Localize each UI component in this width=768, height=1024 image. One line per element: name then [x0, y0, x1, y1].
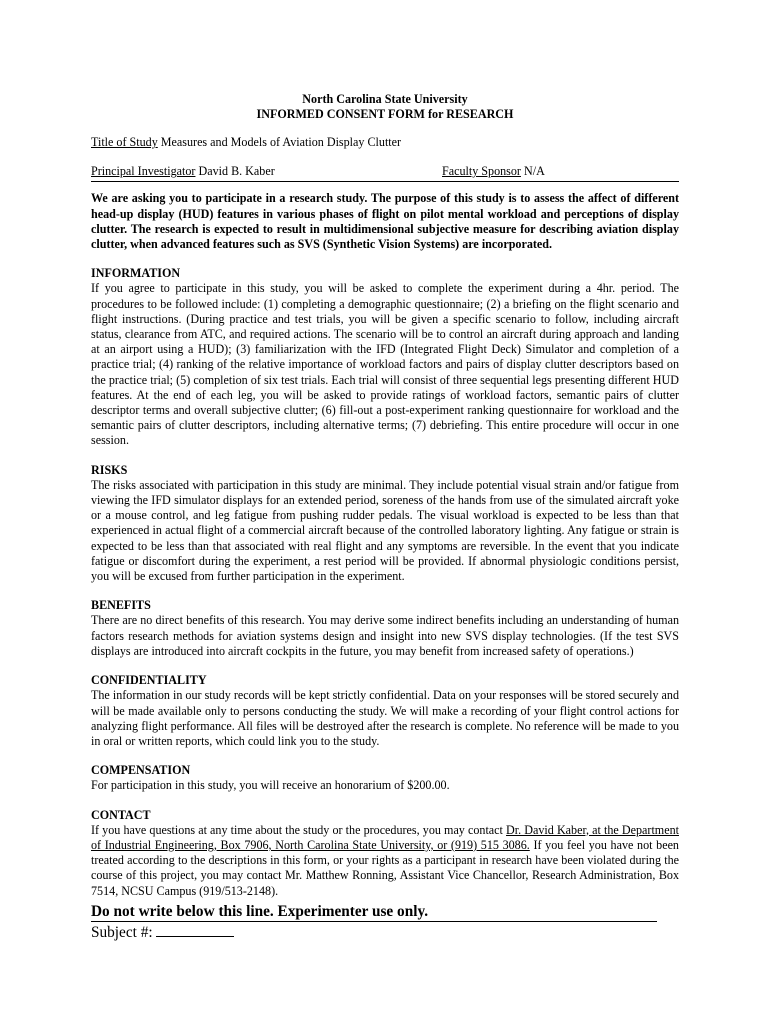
intro-paragraph: We are asking you to participate in a research study. The purpose of this study is to assess the affect of different head-up display (HUD) features in various phases of flight on pilot mental workload and perceptions of display clutter. The research is expected to result in multidimensional subjective measure for describing aviation display clutter, when advanced features such as SVS (Synthetic Vision Systems) are incorporated.	[91, 191, 679, 252]
subject-number-blank	[156, 922, 234, 937]
compensation-heading: COMPENSATION	[91, 763, 191, 778]
confidentiality-heading: CONFIDENTIALITY	[91, 673, 207, 688]
contact-heading: CONTACT	[91, 807, 151, 822]
sponsor-value: N/A	[523, 164, 545, 179]
information-text: If you agree to participate in this study, you will be asked to complete the experiment during a 4hr. period. The procedures to be followed include: (1) completing a demographic questionnaire; (2) a briefing on the flight scenario and flight instructions. (During practice and test trials, you will be given a specific scenario to follow, including aircraft status, clearance from ATC, and required actions. The scenario will be to control an aircraft during approach and landing at an airport using a HUD); (3) familiarization with the IFD (Integrated Flight Deck) Simulator and completion of a practice trial; (4) ranking of the relative importance of workload factors and pairs of display clutter descriptors based on the practice trial; (5) completion of six test trials. Each trial will consist of three sequential legs presenting different HUD features. At the end of each leg, you will be asked to provide ratings of workload factors, semantic pairs of clutter descriptor terms and overall subjective clutter; (6) fill-out a post-experiment ranking questionnaire for workload and the semantic pairs of clutter descriptors, including alternative terms; (7) debriefing. This entire procedure will occur in one session.	[91, 281, 679, 448]
form-title: INFORMED CONSENT FORM for RESEARCH	[256, 106, 514, 121]
study-title-line	[91, 135, 679, 150]
study-title-value: Measures and Models of Aviation Display Clutter	[160, 135, 402, 149]
risks-text: The risks associated with participation in this study are minimal. They include potential visual strain and/or fatigue from viewing the IFD simulator displays for an extended period, soreness of the hands from use of the simulated aircraft yoke or a mouse control, and leg fatigue from pushing rudder pedals. The visual workload is expected to be less than that experienced in actual flight of a commercial aircraft because of the controlled laboratory lighting. Any fatigue or strain is expected to be less than that associated with real flight and any symptoms are reversible. In the event that you indicate fatigue or discomfort during the experiment, a rest period will be provided. If abnormal physiologic conditions persist, you will be excused from further participation in the experiment.	[91, 477, 679, 584]
university-name: North Carolina State University	[302, 92, 468, 106]
compensation-text: For participation in this study, you will receive an honorarium of $200.00.	[91, 778, 450, 793]
investigator-row	[91, 164, 679, 182]
benefits-text: There are no direct benefits of this research. You may derive some indirect benefits including an understanding of human factors research methods for aviation systems design and insight into new SVS display technologies. (If the test SVS displays are introduced into aircraft cockpits in the future, you may benefit from increased safety of operations.)	[91, 613, 679, 658]
information-heading: INFORMATION	[91, 266, 181, 281]
sponsor-field	[442, 164, 545, 179]
pi-label: Principal Investigator	[91, 164, 196, 179]
subject-number-row	[91, 922, 679, 943]
contact-text-after: If you feel you have not been treated according to the descriptions in this form, or your rights as a participant in research have been violated during the course of this project, you may contact Mr. Matthew Ronning, Assistant Vice Chancellor, Research Administration, Box 7514, NCSU Campus (919/513-2148).	[91, 837, 679, 898]
consent-form-page	[91, 92, 679, 943]
confidentiality-text: The information in our study records will be kept strictly confidential. Data on your responses will be stored securely and will be made available only to persons conducting the study. We will make a recording of your flight control actions for analyzing flight performance. All files will be destroyed after the research is complete. No reference will be made to you in oral or written reports, which could link you to the study.	[91, 688, 679, 748]
benefits-heading: BENEFITS	[91, 598, 151, 613]
sponsor-label: Faculty Sponsor	[442, 164, 521, 179]
contact-text	[91, 823, 679, 899]
pi-value: David B. Kaber	[198, 164, 275, 179]
experimenter-notice: Do not write below this line. Experimenter use only.	[91, 903, 657, 922]
study-title-label: Title of Study	[91, 135, 158, 149]
contact-text-before: If you have questions at any time about the study or the procedures, you may contact	[91, 822, 507, 837]
risks-heading: RISKS	[91, 462, 128, 477]
contact-address: Dr. David Kaber, at the Department of Industrial Engineering, Box 7906, North Carolina State University, or (919) 515 3086.	[91, 822, 679, 852]
subject-number-label: Subject #:	[91, 923, 153, 941]
